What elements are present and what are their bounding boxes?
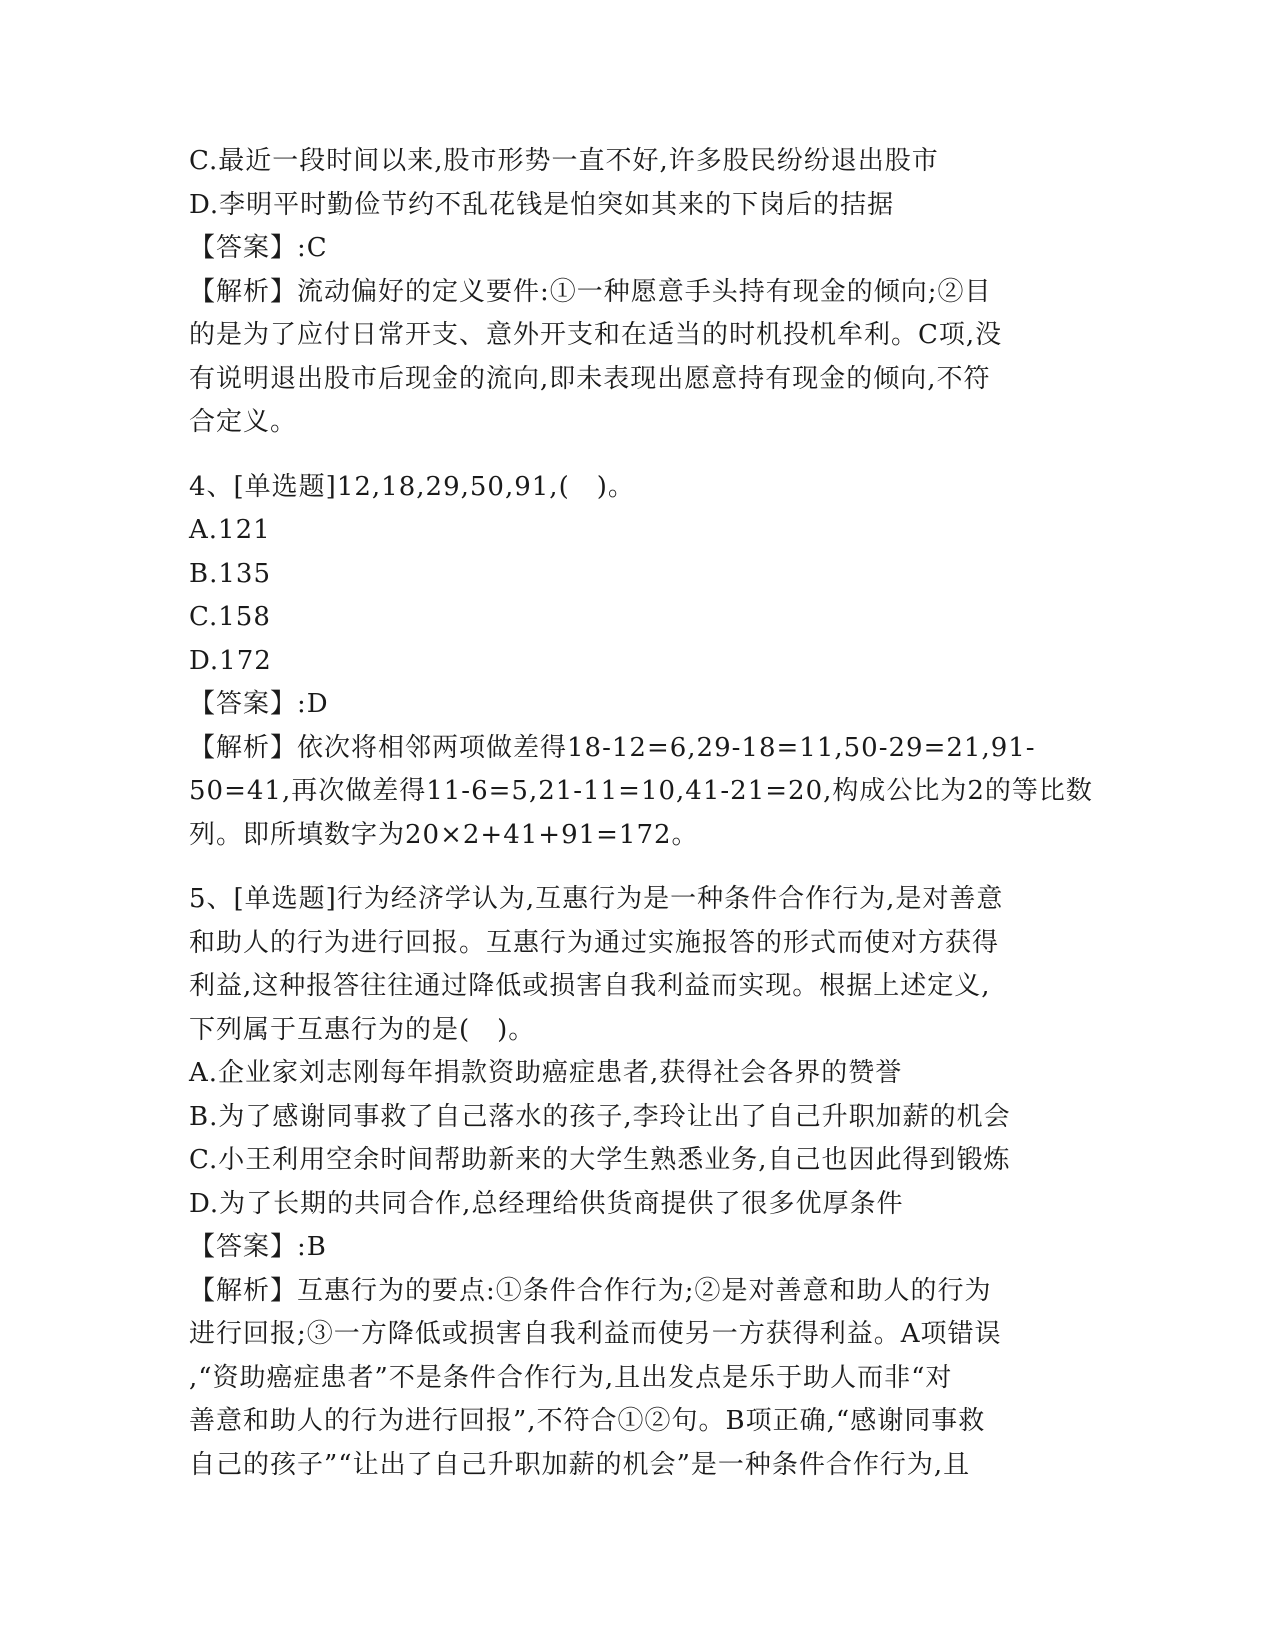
analysis-line: 合定义。 [189, 407, 298, 437]
analysis-line: 进行回报;③一方降低或损害自我利益而使另一方获得利益。A项错误 [189, 1319, 1002, 1349]
analysis-line: 列。即所填数字为20×2+41+91=172。 [189, 819, 699, 850]
question-stem: 利益,这种报答往往通过降低或损害自我利益而实现。根据上述定义, [189, 971, 991, 1001]
answer-line: 【答案】:B [189, 1232, 327, 1262]
answer-line: 【答案】:C [189, 233, 328, 263]
question-3-tail [189, 140, 1089, 445]
option-c: C.158 [189, 602, 271, 632]
analysis-line: 善意和助人的行为进行回报”,不符合①②句。B项正确,“感谢同事救 [189, 1406, 986, 1436]
analysis-line: 50=41,再次做差得11-6=5,21-11=10,41-21=20,构成公比为2的等比数 [189, 776, 1093, 806]
analysis-line: 自己的孩子”“让出了自己升职加薪的机会”是一种条件合作行为,且 [189, 1449, 971, 1480]
analysis-line: 【解析】互惠行为的要点:①条件合作行为;②是对善意和助人的行为 [189, 1275, 992, 1306]
analysis-line: 【解析】依次将相邻两项做差得18-12=6,29-18=11,50-29=21,91- [189, 732, 1036, 763]
option-b: B.为了感谢同事救了自己落水的孩子,李玲让出了自己升职加薪的机会 [189, 1101, 1011, 1132]
option-c: C.小王利用空余时间帮助新来的大学生熟悉业务,自己也因此得到锻炼 [189, 1145, 1011, 1175]
question-stem: 下列属于互惠行为的是( )。 [189, 1014, 536, 1045]
analysis-line: 【解析】流动偏好的定义要件:①一种愿意手头持有现金的倾向;②目 [189, 276, 992, 307]
option-d: D.172 [189, 645, 272, 676]
option-d: D.为了长期的共同合作,总经理给供货商提供了很多优厚条件 [189, 1188, 904, 1219]
analysis-line: 的是为了应付日常开支、意外开支和在适当的时机投机牟利。C项,没 [189, 320, 1003, 350]
option-a: A.企业家刘志刚每年捐款资助癌症患者,获得社会各界的赞誉 [189, 1058, 903, 1088]
option-c: C.最近一段时间以来,股市形势一直不好,许多股民纷纷退出股市 [189, 146, 939, 176]
question-5 [189, 878, 1089, 1487]
question-stem: 和助人的行为进行回报。互惠行为通过实施报答的形式而使对方获得 [189, 927, 1000, 958]
answer-line: 【答案】:D [189, 689, 329, 719]
option-a: A.121 [189, 515, 271, 545]
document-page [189, 140, 1093, 1487]
option-d: D.李明平时勤俭节约不乱花钱是怕突如其来的下岗后的拮据 [189, 189, 895, 220]
analysis-line: ,“资助癌症患者”不是条件合作行为,且出发点是乐于助人而非“对 [189, 1362, 953, 1393]
option-b: B.135 [189, 558, 271, 589]
question-stem: 4、[单选题]12,18,29,50,91,( )。 [189, 471, 635, 502]
question-4 [189, 466, 1093, 858]
question-stem: 5、[单选题]行为经济学认为,互惠行为是一种条件合作行为,是对善意 [189, 884, 1004, 914]
analysis-line: 有说明退出股市后现金的流向,即未表现出愿意持有现金的倾向,不符 [189, 363, 991, 394]
